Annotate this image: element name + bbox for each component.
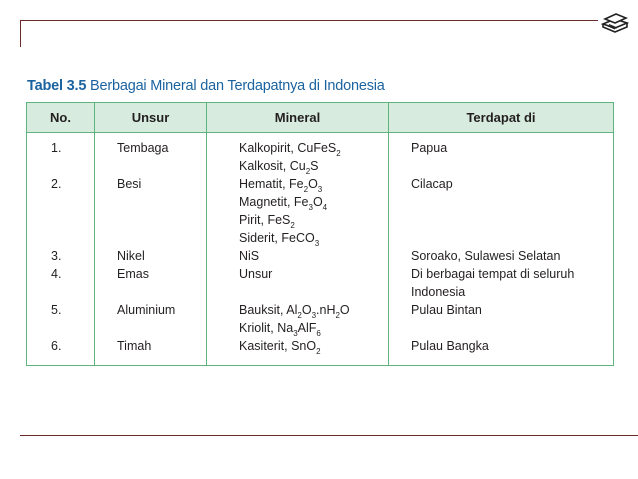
mineral-formula xyxy=(239,139,388,157)
header-no: No. xyxy=(27,103,95,133)
mineral-formula xyxy=(239,247,388,265)
mineral-formula xyxy=(239,229,388,247)
cell-no: 3. xyxy=(27,247,95,265)
formula-text: O xyxy=(339,303,350,317)
location-line: Indonesia xyxy=(411,285,466,299)
formula-text: AlF xyxy=(297,321,317,335)
cell-location xyxy=(389,175,614,247)
mineral-formula xyxy=(239,175,388,193)
caption-label: Tabel 3.5 xyxy=(27,78,87,94)
formula-text: O xyxy=(312,195,323,209)
formula-text: Magnetit, Fe xyxy=(239,195,309,209)
formula-subscript: 3 xyxy=(293,329,298,338)
cell-mineral xyxy=(207,247,389,265)
table-header-row xyxy=(27,103,614,133)
cell-unsur: Emas xyxy=(95,265,207,301)
header-mineral: Mineral xyxy=(207,103,389,133)
formula-subscript: 2 xyxy=(297,311,302,320)
formula-text: Unsur xyxy=(239,267,273,281)
location-line: Pulau Bintan xyxy=(411,303,482,317)
mineral-formula xyxy=(239,157,388,175)
location-line: Pulau Bangka xyxy=(411,339,489,353)
formula-text: S xyxy=(310,159,319,173)
mineral-formula xyxy=(239,193,388,211)
cell-unsur: Aluminium xyxy=(95,301,207,337)
cell-no: 6. xyxy=(27,337,95,366)
mineral-formula xyxy=(239,319,388,337)
mineral-formula xyxy=(239,301,388,319)
formula-text: Siderit, FeCO xyxy=(239,231,315,245)
formula-subscript: 2 xyxy=(303,185,309,194)
table-caption xyxy=(27,78,385,94)
cell-no: 5. xyxy=(27,301,95,337)
caption-title: Berbagai Mineral dan Terdapatnya di Indonesia xyxy=(86,78,385,94)
cell-no: 2. xyxy=(27,175,95,247)
formula-subscript: 2 xyxy=(336,149,341,158)
table-row xyxy=(27,133,614,176)
formula-subscript: 3 xyxy=(311,311,317,320)
cell-location xyxy=(389,265,614,301)
table-row xyxy=(27,337,614,366)
cell-mineral xyxy=(207,265,389,301)
formula-subscript: 2 xyxy=(290,221,295,230)
formula-text: Bauksit, Al xyxy=(239,303,298,317)
table-body xyxy=(27,133,614,366)
cell-mineral xyxy=(207,301,389,337)
location-line: Papua xyxy=(411,141,448,155)
cell-location xyxy=(389,337,614,366)
cell-no: 4. xyxy=(27,265,95,301)
formula-text: O xyxy=(301,303,312,317)
cell-location xyxy=(389,301,614,337)
header-terdapat-di: Terdapat di xyxy=(389,103,614,133)
formula-text: Kasiterit, SnO xyxy=(239,339,317,353)
formula-subscript: 3 xyxy=(317,185,323,194)
formula-subscript: 4 xyxy=(322,203,328,212)
top-divider-line xyxy=(20,20,598,21)
left-corner-tick xyxy=(20,20,21,47)
table-row xyxy=(27,301,614,337)
book-stack-icon xyxy=(600,10,630,34)
table-row xyxy=(27,175,614,247)
formula-text: O xyxy=(308,177,318,191)
formula-subscript: 2 xyxy=(316,347,321,356)
location-line: Di berbagai tempat di seluruh xyxy=(411,267,575,281)
formula-subscript: 3 xyxy=(308,203,313,212)
location-line: Cilacap xyxy=(411,177,453,191)
formula-subscript: 6 xyxy=(316,329,321,338)
formula-text: NiS xyxy=(239,249,260,263)
mineral-formula xyxy=(239,211,388,229)
cell-location xyxy=(389,133,614,176)
mineral-table xyxy=(26,102,614,366)
cell-unsur: Besi xyxy=(95,175,207,247)
mineral-formula xyxy=(239,265,388,283)
formula-subscript: 3 xyxy=(314,239,320,248)
cell-unsur: Nikel xyxy=(95,247,207,265)
mineral-formula xyxy=(239,337,388,355)
cell-no: 1. xyxy=(27,133,95,176)
formula-subscript: 2 xyxy=(335,311,340,320)
cell-location xyxy=(389,247,614,265)
table-row xyxy=(27,265,614,301)
header-unsur: Unsur xyxy=(95,103,207,133)
cell-mineral xyxy=(207,175,389,247)
formula-text: Kalkosit, Cu xyxy=(239,159,306,173)
formula-text: .nH xyxy=(316,303,336,317)
cell-mineral xyxy=(207,133,389,176)
bottom-divider-line xyxy=(20,435,638,436)
cell-unsur: Tembaga xyxy=(95,133,207,176)
cell-mineral xyxy=(207,337,389,366)
formula-text: Hematit, Fe xyxy=(239,177,304,191)
formula-text: Kalkopirit, CuFeS xyxy=(239,141,337,155)
cell-unsur: Timah xyxy=(95,337,207,366)
table-row xyxy=(27,247,614,265)
formula-text: Pirit, FeS xyxy=(239,213,291,227)
formula-subscript: 2 xyxy=(305,167,311,176)
formula-text: Kriolit, Na xyxy=(239,321,294,335)
location-line: Soroako, Sulawesi Selatan xyxy=(411,249,561,263)
